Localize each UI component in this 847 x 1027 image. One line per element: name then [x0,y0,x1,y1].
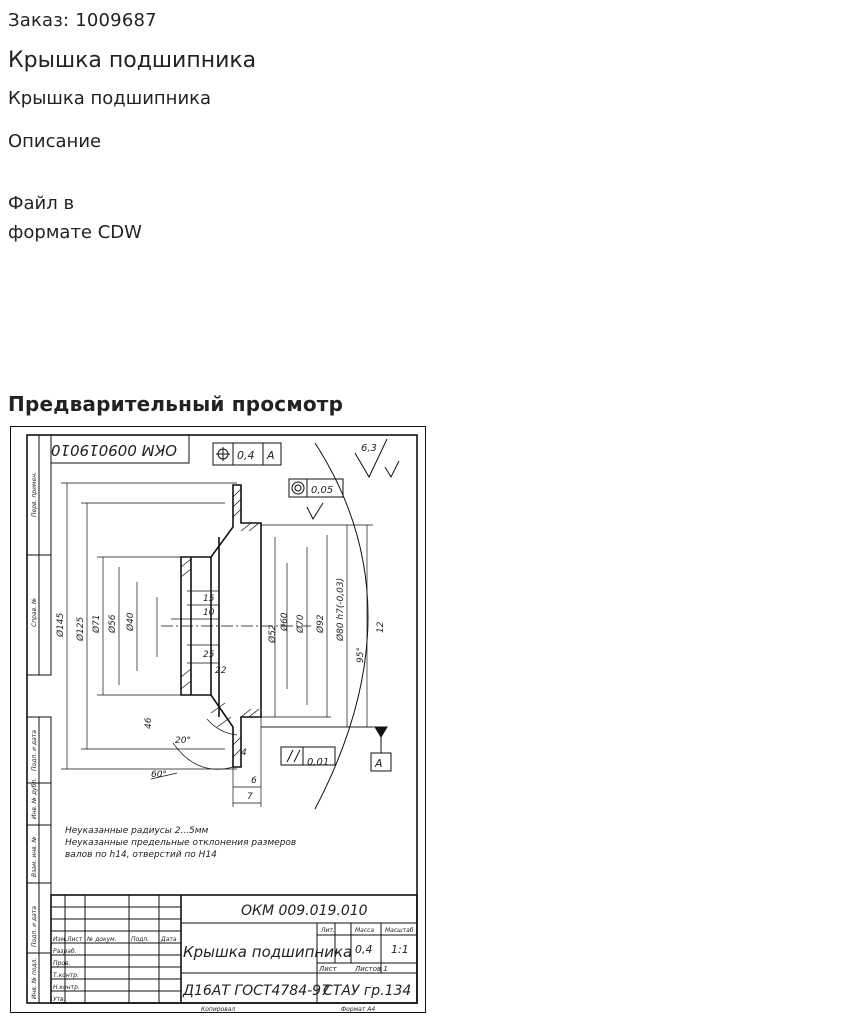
title-block-cell-label: Пров. [53,960,71,967]
title-block-cells [53,936,177,1003]
title-block-cell-label: Т.контр. [53,972,80,979]
dimension-label: 46 [144,717,154,729]
preview-heading: Предварительный просмотр [8,392,344,416]
dimension-label: Ø40 [126,612,136,631]
title-block-cell-label: Утв. [53,996,66,1003]
side-strip-label: Перв. примен. [31,471,38,517]
dimension-label: 20° [175,736,191,746]
datum-triangle [375,727,387,737]
tolerance-position-datum: А [267,449,275,462]
file-format-line-1: Файл в [8,193,75,214]
order-number: Заказ: 1009687 [8,10,157,31]
dimension-label: 12 [376,621,386,633]
title-block-cell-label: Подп. [131,936,150,943]
dimension-label: Ø80 h7(-0,03) [336,577,346,641]
side-strip-label: Инв. № дубл. [31,777,38,819]
side-strip-label: Подп. и дата [31,730,38,771]
product-title: Крышка подшипника [8,48,257,73]
note-line-2: Неуказанные предельные отклонения размеров [65,838,297,848]
product-subtitle: Крышка подшипника [8,88,212,109]
description-heading: Описание [8,131,102,152]
title-block-cell-label: Лист [67,936,83,943]
title-block-cell-label: Изм. [53,936,68,943]
dimension-label: 15 [203,594,215,604]
stamp-top-text: ОКМ 009019010 [50,441,177,459]
side-strip-label: Справ. № [31,597,38,627]
dimension-label: 60° [151,770,167,780]
dimension-label: Ø145 [56,612,66,637]
title-material: Д16АТ ГОСТ4784-97 [183,983,330,999]
drawing-footer-label: Формат А4 [341,1006,376,1012]
technical-drawing [11,427,425,1012]
dimension-label: Ø56 [108,614,118,633]
title-block-header-label: Лит. [321,927,335,934]
title-block-cell-label: Разраб. [53,948,77,955]
title-block-cell-label: Н.контр. [53,984,80,991]
title-scale: 1:1 [391,943,409,956]
title-designation: ОКМ 009.019.010 [241,903,368,919]
dimension-label: 6 [251,776,257,786]
file-format-line-2: формате CDW [8,222,142,243]
title-sheets: Листов 1 [355,965,388,973]
title-part-name: Крышка подшипника [183,943,353,961]
dimension-label: 95° [356,647,366,663]
datum-letter: А [375,757,383,770]
dimension-label: 25 [203,650,215,660]
dimension-label: Ø71 [92,614,102,633]
dimension-label: 4 [241,748,247,758]
side-strip-labels [31,472,38,999]
title-block-cell-label: Дата [161,936,177,943]
note-line-3: валов по h14, отверстий по H14 [65,850,217,860]
title-group: СТАУ гр.134 [323,983,412,999]
side-strip-label: Подп. и дата [31,906,38,947]
dimension-labels [55,578,386,802]
drawing-footer-labels [201,1006,375,1012]
side-strip-label: Инв. № подл. [31,957,38,999]
dimension-label: 10 [203,608,215,618]
roughness-value: 6,3 [361,443,377,454]
dimension-label: 7 [247,792,253,802]
drawing-footer-label: Копировал [201,1006,236,1012]
title-block-cell-label: № докум. [87,936,117,943]
title-block-header [320,927,414,934]
dimension-label: Ø70 [296,614,306,633]
side-strip-label: Взам. инв. № [31,836,38,877]
title-block-header-label: Масса [355,927,375,934]
tolerance-coax-value: 0,05 [311,485,334,496]
dimension-label: Ø52 [268,624,278,643]
title-sheet: Лист [319,965,337,973]
dimension-label: Ø60 [280,612,290,631]
tolerance-runout-value: 0,01 [307,757,330,768]
dimension-label: Ø92 [316,614,326,633]
drawing-preview-image[interactable] [10,426,426,1013]
title-block-header-label: Масштаб [385,927,414,934]
title-mass: 0,4 [355,943,373,956]
tolerance-position-value: 0,4 [237,449,255,462]
dimension-label: Ø125 [76,616,86,641]
dimension-label: 22 [215,666,227,676]
note-line-1: Неуказанные радиусы 2...5мм [65,826,209,836]
